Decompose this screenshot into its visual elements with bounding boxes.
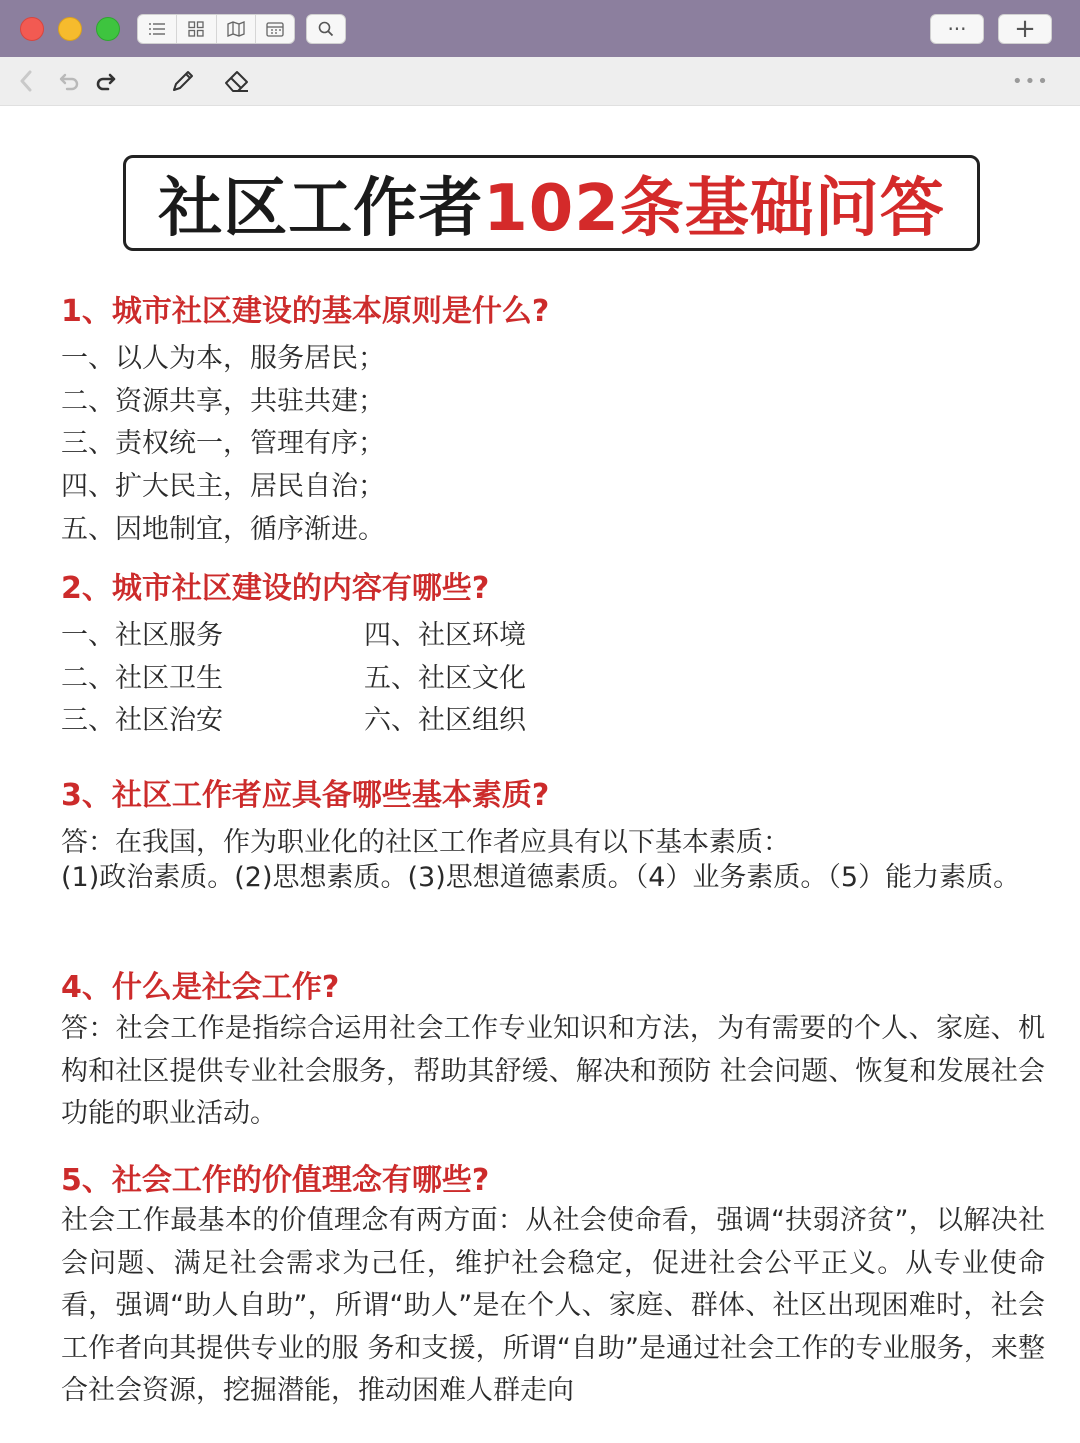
chevron-left-icon (18, 70, 34, 92)
back-button[interactable] (18, 70, 34, 92)
list-view-button[interactable] (138, 15, 177, 43)
document-title (123, 155, 980, 251)
eraser-tool-button[interactable] (223, 68, 251, 94)
answer-1-item: 二、资源共享，共驻共建； (61, 386, 385, 417)
view-mode-segmented-control (137, 14, 295, 44)
answer-4-text: 答：社会工作是指综合运用社会工作专业知识和方法，为有需要的个人、家庭、机构和社区提供专业社会服务，帮助其舒缓、解决和预防 社会问题、恢复和发展社会功能的职业活动。 (61, 1013, 1045, 1130)
answer-3-intro: 答：在我国，作为职业化的社区工作者应具有以下基本素质： (61, 827, 790, 858)
window-titlebar (0, 0, 1080, 57)
more-options-button[interactable]: ··· (930, 14, 984, 44)
undo-button[interactable] (58, 70, 80, 92)
map-view-button[interactable] (217, 15, 256, 43)
add-button[interactable]: + (998, 14, 1052, 44)
search-icon (318, 21, 334, 37)
answer-3-text: (1)政治素质。(2)思想素质。(3)思想道德素质。（4）业务素质。（5）能力素质。 (61, 862, 1021, 893)
answer-2-item: 六、社区组织 (364, 705, 526, 736)
undo-icon (58, 70, 80, 92)
answer-1-item: 一、以人为本，服务居民； (61, 343, 385, 374)
pen-tool-button[interactable] (170, 68, 196, 94)
redo-icon (95, 70, 117, 92)
question-2-heading: 2、城市社区建设的内容有哪些? (61, 571, 490, 606)
grid-view-button[interactable] (177, 15, 216, 43)
answer-2-item: 五、社区文化 (364, 663, 526, 694)
grid-icon (188, 21, 204, 37)
answer-2-item: 二、社区卫生 (61, 663, 223, 694)
pencil-icon (170, 68, 196, 94)
zoom-window-button[interactable] (96, 17, 120, 41)
minimize-window-button[interactable] (58, 17, 82, 41)
answer-2-item: 三、社区治安 (61, 705, 223, 736)
title-suffix: 102条基础问答 (483, 172, 945, 246)
answer-5-text: 社会工作最基本的价值理念有两方面：从社会使命看，强调“扶弱济贫”，以解决社会问题、满足社会需求为己任，维护社会稳定，促进社会公平正义。从专业使命看，强调“助人自助”，所谓“助人”是在个人、家庭、群体、社区出现困难时，社会工作者向其提供专业的服 务和支援，所谓“自助”是通过社会工作的专业服务，来整合社会资源，挖掘潜能，推动困难人群走向 (61, 1205, 1045, 1407)
question-3-heading: 3、社区工作者应具备哪些基本素质? (61, 778, 550, 813)
map-icon (227, 21, 245, 37)
question-5-heading: 5、社会工作的价值理念有哪些? (61, 1163, 490, 1198)
eraser-icon (223, 68, 251, 94)
search-button[interactable] (306, 14, 346, 44)
answer-2-item: 一、社区服务 (61, 620, 223, 651)
question-4-heading: 4、什么是社会工作? (61, 970, 340, 1005)
toolbar-more-button[interactable]: ••• (1012, 71, 1050, 92)
calendar-view-button[interactable] (256, 15, 294, 43)
question-1-heading: 1、城市社区建设的基本原则是什么? (61, 294, 550, 329)
title-prefix: 社区工作者 (158, 172, 484, 246)
calendar-icon (266, 21, 284, 37)
list-icon (148, 22, 166, 36)
answer-2-item: 四、社区环境 (364, 620, 526, 651)
answer-1-item: 四、扩大民主，居民自治； (61, 471, 385, 502)
answer-1-item: 五、因地制宜，循序渐进。 (61, 514, 385, 545)
editor-toolbar (0, 57, 1080, 106)
answer-1-item: 三、责权统一，管理有序； (61, 428, 385, 459)
close-window-button[interactable] (20, 17, 44, 41)
redo-button[interactable] (95, 70, 117, 92)
